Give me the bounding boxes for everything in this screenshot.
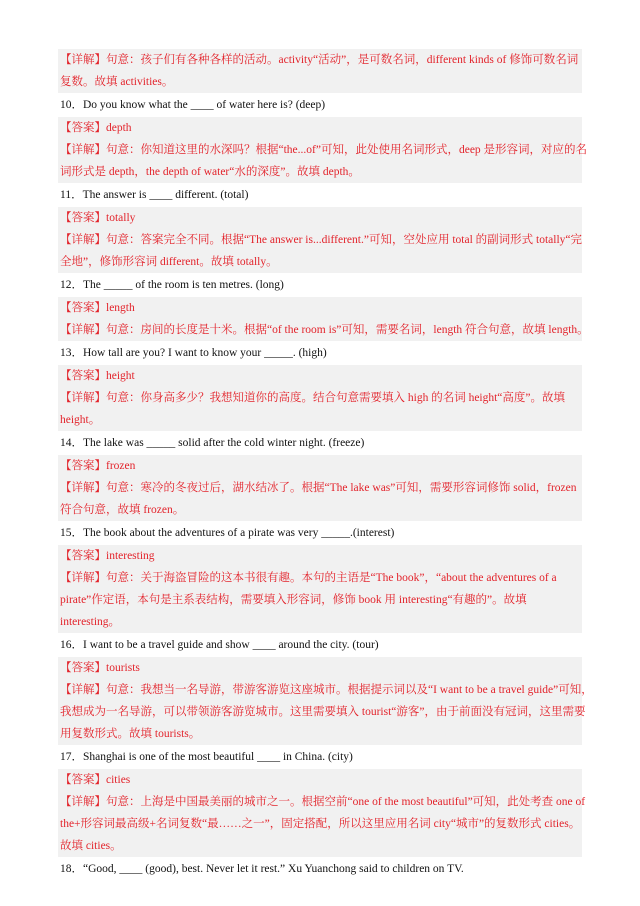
explanation-text: 句意：你身高多少？我想知道你的高度。结合句意需要填入 high 的名词 height“高度”。故填 [106,392,566,404]
explanation-line [58,679,593,701]
explanation-block [58,49,582,93]
explanation-text: 句意：房间的长度是十米。根据“of the room is”可知，需要名词，length 符合句意，故填 length。 [106,324,589,336]
explanation-text: 句意：上海是中国最美丽的城市之一。根据空前“one of the most beautiful”可知，此处考查 one of [106,796,586,808]
explanation-line [58,835,582,857]
answer-value: height [106,370,135,382]
answer-line [58,455,582,477]
explanation-label: 【详解】 [60,796,106,808]
explanation-label: 【详解】 [60,144,106,156]
answer-block [58,207,582,273]
answer-block [58,657,593,745]
answer-value: length [106,302,135,314]
explanation-line [58,723,582,745]
explanation-line [58,251,582,273]
explanation-line [58,813,582,835]
question-text: 15．The book about the adventures of a pirate was very _____.(interest) [60,527,395,539]
answer-block [58,117,588,183]
explanation-line [58,161,582,183]
explanation-line [58,567,582,589]
answer-block [58,455,582,521]
explanation-text: 复数。故填 activities。 [60,76,174,88]
explanation-line [58,49,582,71]
explanation-line [58,139,588,161]
answer-line [58,207,582,229]
explanation-text: height。 [60,414,101,426]
explanation-label: 【详解】 [60,392,106,404]
explanation-line [58,791,586,813]
answer-label: 【答案】 [60,774,106,786]
answer-label: 【答案】 [60,302,106,314]
explanation-text: 句意：我想当一名导游，带游客游览这座城市。根据提示词以及“I want to be a travel guide”可知， [106,684,593,696]
explanation-line [58,589,582,611]
answer-block [58,545,582,633]
answer-label: 【答案】 [60,460,106,472]
answer-label: 【答案】 [60,122,106,134]
answer-line [58,365,582,387]
question-text: 14．The lake was _____ solid after the cold winter night. (freeze) [60,437,365,449]
answer-label: 【答案】 [60,550,106,562]
explanation-line [58,229,582,251]
question-text: 17．Shanghai is one of the most beautiful ____ in China. (city) [60,751,353,763]
explanation-text: 我想成为一名导游，可以带领游客游览城市。这里需要填入 tourist“游客”，由于前面没有冠词，这里需要 [60,706,586,718]
answer-value: frozen [106,460,136,472]
question-text: 11．The answer is ____ different. (total) [60,189,249,201]
answer-line [58,117,582,139]
answer-line [58,769,582,791]
explanation-text: 符合句意，故填 frozen。 [60,504,185,516]
explanation-line [58,409,582,431]
explanation-line [58,611,582,633]
explanation-line [58,477,582,499]
question-text: 13．How tall are you? I want to know your _____. (high) [60,347,327,359]
answer-value: tourists [106,662,140,674]
explanation-text: 句意：你知道这里的水深吗？根据“the...of”可知，此处使用名词形式，deep 是形容词，对应的名 [106,144,588,156]
document-page [58,48,593,880]
explanation-text: 用复数形式。故填 tourists。 [60,728,201,740]
explanation-text: interesting。 [60,616,121,628]
explanation-label: 【详解】 [60,572,106,584]
explanation-text: 全地”，修饰形容词 different。故填 totally。 [60,256,278,268]
explanation-line [58,71,582,93]
answer-block [58,769,586,857]
answer-label: 【答案】 [60,212,106,224]
answer-block [58,365,582,431]
explanation-label: 【详解】 [60,54,106,66]
explanation-line [58,319,589,341]
explanation-line [58,701,586,723]
explanation-text: 句意：关于海盗冒险的这本书很有趣。本句的主语是“The book”，“about the adventures of a [106,572,557,584]
answer-value: cities [106,774,131,786]
question-text: 16．I want to be a travel guide and show ____ around the city. (tour) [60,639,379,651]
answer-value: interesting [106,550,155,562]
answer-value: depth [106,122,132,134]
answer-label: 【答案】 [60,370,106,382]
answer-line [58,545,582,567]
explanation-label: 【详解】 [60,684,106,696]
explanation-text: 故填 cities。 [60,840,122,852]
explanation-text: 句意：孩子们有各种各样的活动。activity“活动”，是可数名词，different kinds of 修饰可数名词 [106,54,579,66]
answer-block [58,297,589,341]
explanation-label: 【详解】 [60,324,106,336]
explanation-line [58,387,582,409]
answer-label: 【答案】 [60,662,106,674]
explanation-text: the+形容词最高级+名词复数“最……之一”，固定搭配，所以这里应用名词 city“城市”的复数形式 cities。 [60,818,581,830]
explanation-label: 【详解】 [60,234,106,246]
question-text: 12．The _____ of the room is ten metres. (long) [60,279,284,291]
explanation-label: 【详解】 [60,482,106,494]
explanation-text: pirate”作定语，本句是主系表结构，需要填入形容词，修饰 book 用 interesting“有趣的”。故填 [60,594,527,606]
answer-value: totally [106,212,136,224]
explanation-text: 词形式是 depth，the depth of water“水的深度”。故填 depth。 [60,166,360,178]
explanation-text: 句意：寒冷的冬夜过后，湖水结冰了。根据“The lake was”可知，需要形容词修饰 solid，frozen [106,482,577,494]
answer-line [58,297,582,319]
explanation-text: 句意：答案完全不同。根据“The answer is...different.”可知，空处应用 total 的副词形式 totally“完 [106,234,583,246]
answer-line [58,657,582,679]
explanation-line [58,499,582,521]
question-text: 10．Do you know what the ____ of water here is? (deep) [60,99,326,111]
question-text: 18．“Good, ____ (good), best. Never let it rest.” Xu Yuanchong said to children on TV. [60,863,464,875]
